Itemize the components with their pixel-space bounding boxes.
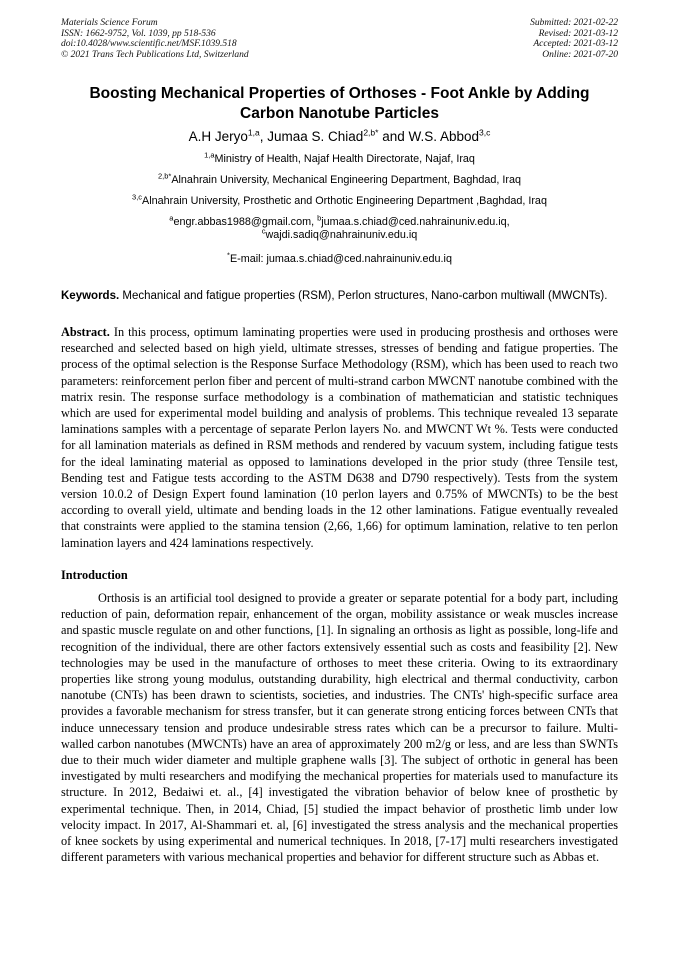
author-emails [61,213,618,242]
author-2-superscript: 2,b* [363,127,379,138]
journal-header [61,18,618,60]
author-emails-line-1 [61,213,618,229]
submission-dates [530,18,618,60]
keywords-paragraph [61,289,618,304]
paper-title: Boosting Mechanical Properties of Orthoses - Foot Ankle by Adding Carbon Nanotube Particles [89,85,590,122]
author-3-name: W.S. Abbod [408,129,480,144]
introduction-paragraph: Orthosis is an artificial tool designed to provide a greater or separate potential for a body part, including reduction of pain, deformation repair, enhancement of the organ, mobility assistance or weak muscles increase and spastic muscle regulate on and other functions, [1]. In signaling an orthosis as light as possible, long-life and recognition of the individual, there are other factors extensively essential such as costs and feasibility [2]. New technologies may be used in the manufacture of orthoses to meet these criteria. Owing to its extraordinary properties like strong young modulus, outstanding durability, high electrical and thermal conductivity, carbon nanotube (CNTs) has been drawn to scientists, societies, and industries. The CNTs' high-specific surface area provides a favorable mechanism for stress transfer, but it can generate strong enticing forces between CNTs that induce unnecessary tension and produce undesirable stress rates which can be a precursor to failure. Multi-walled carbon nanotubes (MWCNTs) have an area of approximately 200 m2/g or less, and are less than SWNTs due to their much wider diameter and multiple graphene walls [3]. The subject of orthotic in general has been investigated by multi researchers and modifying the mechanical properties for materials used to manufacture its structure. In 2012, Bedaiwi et. al., [4] investigated the vibration behavior of below knee of prosthetic by experimental technique. Then, in 2014, Chiad, [5] studied the impact behavior of prosthetic limb under low velocity impact. In 2017, Al-Shammari et. al, [6] investigated the stress analysis and the mechanical properties of knee sockets by using experimental and numerical techniques. In 2018, [7-17] multi researchers investigated different parameters with various mechanical properties and behavior for different structure such as Abbas et. [61,591,618,865]
author-separator-1: , [259,129,268,144]
affiliation-3-text: Alnahrain University, Prosthetic and Orthotic Engineering Department ,Baghdad, Iraq [142,195,547,207]
affiliation-2-superscript: 2,b* [157,171,172,181]
author-1-name: A.H Jeryo [188,129,248,144]
journal-info [61,18,249,60]
author-2-name: Jumaa S. Chiad [267,129,364,144]
journal-doi: doi:10.4028/www.scientific.net/MSF.1039.518 [61,39,237,49]
author-1-superscript: 1,a [247,127,260,138]
journal-copyright: © 2021 Trans Tech Publications Ltd, Switzerland [61,49,249,60]
keywords-label: Keywords. [61,290,120,302]
email-c-superscript: c [261,226,266,236]
author-emails-line-2 [61,226,618,242]
corresponding-email [61,250,618,266]
affiliation-3-superscript: 3,c [132,192,143,202]
author-separator-2: and [378,129,409,144]
affiliation-2 [61,171,618,187]
date-submitted: Submitted: 2021-02-22 [530,18,618,28]
abstract-paragraph [61,324,618,551]
date-revised: Revised: 2021-03-12 [538,28,618,39]
authors-line [61,128,618,145]
email-b: jumaa.s.chiad@ced.nahrainuniv.edu.iq, [321,216,510,228]
date-accepted: Accepted: 2021-03-12 [533,39,618,49]
author-3-superscript: 3,c [479,127,491,138]
affiliation-1 [61,150,618,166]
corresponding-email-text: E-mail: jumaa.s.chiad@ced.nahrainuniv.edu.iq [229,253,452,265]
affiliation-1-superscript: 1,a [204,150,215,160]
abstract-text: In this process, optimum laminating properties were used in producing prosthesis and orthoses were researched and selected based on high yield, ultimate stresses, stresses of bending and fatigue properties. The process of the optimal selection is the Response Surface Methodology (RSM), which has been used to reach two parameters: reinforcement perlon fiber and percent of multi-strand carbon MWCNT nanotube combined with the matrix resin. The response surface methodology is a combination of mathematician and statistic techniques which are used for experimental model building and analysis of problems. This technique revealed 13 separate laminations samples with a percentage of separate Perlon layers No. and MWCNT Wt %. Tests were conducted for all lamination materials as defined in RSM methods and rendered by vacuum system, including fatigue tests for the ideal laminating material as opposed to laminations developed in the prior study (three Tensile test, Bending test and Fatigue tests according to the ASTM D638 and D790 respectively). Tests from the system version 10.0.2 of Design Expert found lamination (10 perlon layers and 0.75% of MWCNTs) to be the best according to overall yield, ultimate and bending loads in the 12 other laminations. Fatigue eventually revealed that constraints were applied to the stamina tension (2,66, 1,66) for optimum lamination, relative to ten perlon lamination layers and 424 laminations respectively. [61,325,618,550]
email-b-superscript: b [317,213,322,223]
email-a: engr.abbas1988@gmail.com, [173,216,318,228]
date-online: Online: 2021-07-20 [542,49,618,60]
section-heading-introduction: Introduction [61,567,128,582]
affiliation-1-text: Ministry of Health, Najaf Health Directorate, Najaf, Iraq [214,153,475,165]
journal-name: Materials Science Forum [61,18,158,28]
abstract-label: Abstract. [61,325,110,339]
email-c: wajdi.sadiq@nahrainuniv.edu.iq [265,229,418,241]
affiliation-3 [61,192,618,208]
affiliation-2-text: Alnahrain University, Mechanical Engineering Department, Baghdad, Iraq [171,174,522,186]
journal-issn-volume: ISSN: 1662-9752, Vol. 1039, pp 518-536 [61,28,216,39]
email-a-superscript: a [169,213,174,223]
corresponding-superscript: * [227,250,230,260]
keywords-text: Mechanical and fatigue properties (RSM), Perlon structures, Nano-carbon multiwall (MWCNTs). [119,290,608,302]
